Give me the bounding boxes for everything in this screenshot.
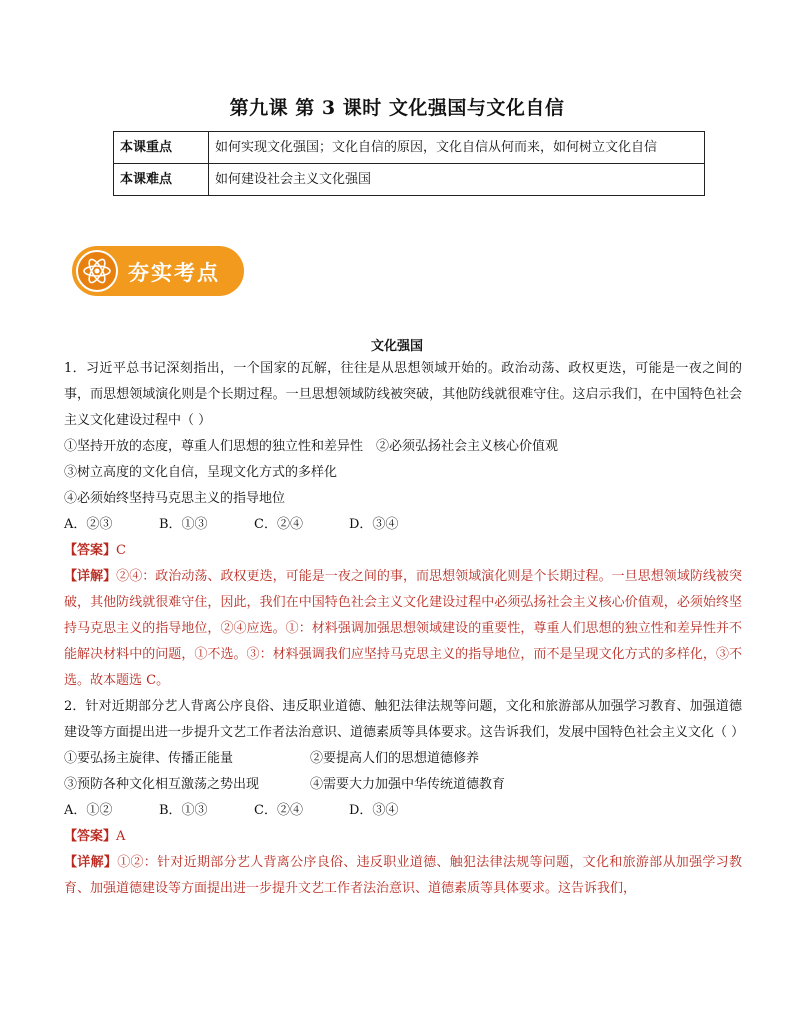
choice-item: ④需要大力加强中华传统道德教育 [310,777,506,792]
atom-icon [80,254,114,288]
detail-text: ②④：政治动荡、政权更迭，可能是一夜之间的事，而思想领域演化则是个长期过程。一旦思想领域防线被突破，其他防线就很难守住，因此，我们在中国特色社会主义文化建设过程中必须弘扬社会主义核心价值观，必须始终坚持马克思主义的指导地位，②④应选。①：材料强调加强思想领域建设的重要性，尊重人们思想的独立性和差异性并不能解决材料中的问题，①不选。③：材料强调我们应坚持马克思主义的指导地位，而不是呈现文化方式的多样化，③不选。故本题选 C。 [64,569,742,688]
section-title: 文化强国 [370,339,423,354]
key-point-label: 本课重点 [114,132,209,164]
difficulty-label: 本课难点 [114,164,209,196]
option-b: B．①③ [159,803,208,818]
option-c: C．②④ [254,803,303,818]
option-a: A．②③ [64,517,113,532]
page-title: 第九课 第 3 课时 文化强国与文化自信 [229,97,565,119]
detail-label: 【详解】 [64,569,117,584]
answer-line [64,538,742,564]
section-banner [72,246,244,296]
detail-paragraph [64,564,742,694]
question-stem: 2．针对近期部分艺人背离公序良俗、违反职业道德、触犯法律法规等问题，文化和旅游部从加强学习教育、加强道德建设等方面提出进一步提升文艺工作者法治意识、道德素质等具体要求。这告诉我们，发展中国特色社会主义文化（ ） [64,699,745,740]
answer-options [64,798,742,824]
option-d: D．③④ [349,803,399,818]
option-a: A．①② [64,803,113,818]
option-b: B．①③ [159,517,208,532]
question-list [64,356,745,902]
answer-label: 【答案】 [64,543,117,558]
answer-value: A [116,829,126,844]
detail-paragraph [64,850,742,902]
question-stem: 1．习近平总书记深刻指出，一个国家的瓦解，往往是从思想领域开始的。政治动荡、政权更迭，可能是一夜之间的事，而思想领域演化则是个长期过程。一旦思想领域防线被突破，其他防线就很难守住。这启示我们，在中国特色社会主义文化建设过程中（ ） [64,361,742,428]
banner-title: 夯实考点 [128,260,220,285]
answer-options [64,512,742,538]
key-point-text: 如何实现文化强国；文化自信的原因，文化自信从何而来，如何树立文化自信 [209,132,705,164]
option-d: D．③④ [349,517,399,532]
choice-item: ③树立高度的文化自信，呈现文化方式的多样化 [64,465,338,480]
choice-item: ③预防各种文化相互激荡之势出现 [64,777,260,792]
choice-item: ①坚持开放的态度，尊重人们思想的独立性和差异性 ②必须弘扬社会主义核心价值观 [64,439,559,454]
choice-item: ④必须始终坚持马克思主义的指导地位 [64,491,286,506]
answer-value: C [116,543,126,558]
detail-text: ①②：针对近期部分艺人背离公序良俗、违反职业道德、触犯法律法规等问题，文化和旅游部从加强学习教育、加强道德建设等方面提出进一步提升文艺工作者法治意识、道德素质等具体要求。这告诉我们， [64,855,742,896]
lesson-key-table [113,131,705,196]
choice-row [64,772,742,798]
choice-item: ①要弘扬主旋律、传播正能量 [64,751,234,766]
table-row [114,164,705,196]
difficulty-text: 如何建设社会主义文化强国 [209,164,705,196]
answer-label: 【答案】 [64,829,117,844]
choice-row [64,746,742,772]
table-row [114,132,705,164]
answer-line [64,824,742,850]
detail-label: 【详解】 [64,855,118,870]
option-c: C．②④ [254,517,303,532]
choice-item: ②要提高人们的思想道德修养 [310,751,480,766]
